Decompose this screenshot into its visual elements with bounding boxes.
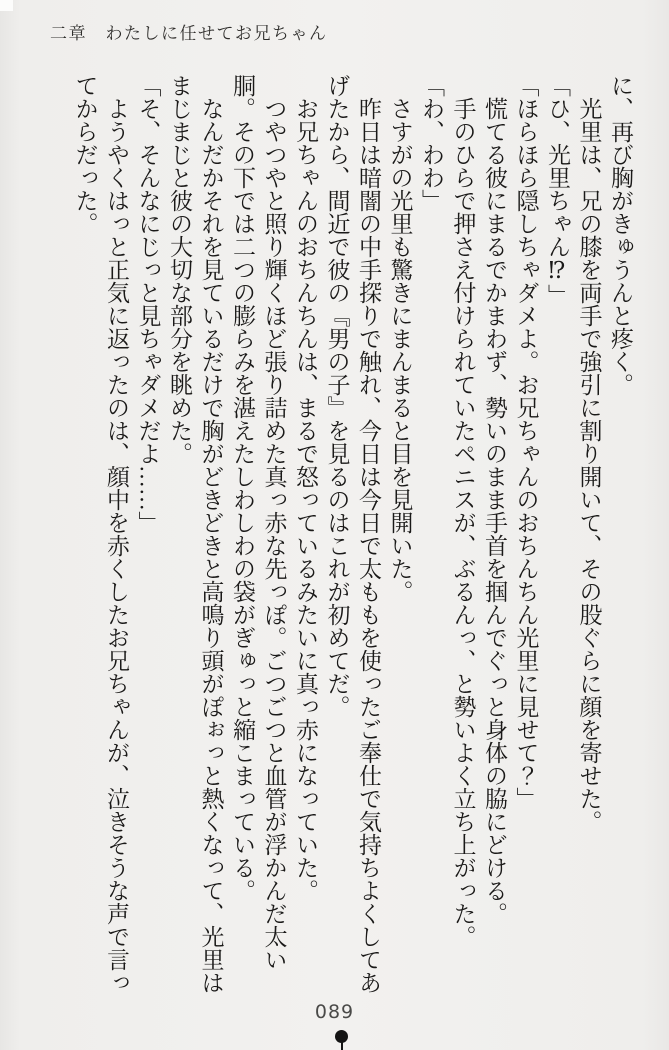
paragraph: さすがの光里も驚きにまんまると目を見開いた。 [387, 97, 413, 603]
paragraph-dialogue: 「そ、そんなにじっと見ちゃダメだよ……」 [135, 74, 161, 534]
paragraph: つやつやと照り輝くほど張り詰めた真っ赤な先っぽ。ごつごつと血管が浮かんだ太い胴。その下では二つの膨らみを湛えたしわしわの袋がぎゅっと縮こまっている。 [230, 74, 287, 971]
paragraph: 手のひらで押さえ付けられていたペニスが、ぶるんっ、と勢いよく立ち上がった。 [450, 97, 476, 948]
paragraph: 慌てる彼にまるでかまわず、勢いのまま手首を掴んでぐっと身体の脇にどける。 [482, 97, 507, 925]
paragraph: ようやくはっと正気に返ったのは、顔中を赤くしたお兄ちゃんが、泣きそうな声で言ってからだった。 [72, 74, 129, 994]
paragraph: お兄ちゃんのおちんちんは、まるで怒っているみたいに真っ赤になっていた。 [293, 97, 318, 902]
paragraph-dialogue: 「ほらほら隠しちゃダメよ。お兄ちゃんのおちんちん光里に見せて？」 [513, 74, 539, 810]
scan-corner-artifact [0, 0, 13, 11]
page-number: 089 [314, 1001, 355, 1023]
paragraph: に、再び胸がきゅうんと疼く。 [608, 74, 633, 396]
body-text [69, 74, 636, 995]
paragraph: なんだかそれを見ているだけで胸がどきどきと高鳴り頭がぽぉっと熱くなって、光里はまじまじと彼の大切な部分を眺めた。 [167, 74, 224, 994]
paragraph: 昨日は暗闇の中手探りで触れ、今日は今日で太ももを使ったご奉仕で気持ちよくしてあげたから、間近で彼の『男の子』を見るのはこれが初めてだ。 [324, 74, 381, 994]
paragraph-dialogue: 「ひ、光里ちゃん⁉」 [545, 74, 570, 307]
marker-stem [341, 1042, 343, 1050]
paragraph-dialogue: 「わ、わわ」 [419, 74, 444, 212]
position-marker-icon [334, 1030, 349, 1050]
paragraph: 光里は、兄の膝を両手で強引に割り開いて、その股ぐらに顔を寄せた。 [576, 97, 602, 833]
chapter-header: 二章 わたしに任せてお兄ちゃん [50, 24, 328, 43]
